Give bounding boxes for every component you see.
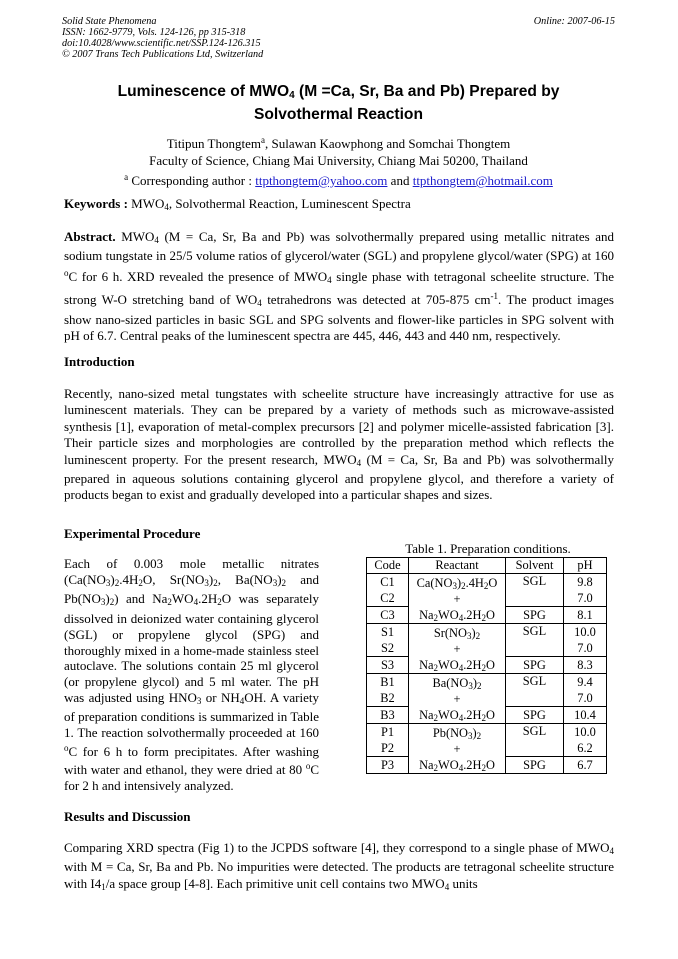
preparation-table bbox=[366, 557, 607, 774]
header-code: Code bbox=[367, 558, 409, 574]
solvent-cell: SPG bbox=[506, 607, 564, 624]
ph-cell bbox=[564, 624, 607, 657]
reactant-nitrate: $Ba(NO_3)_2$ bbox=[432, 675, 482, 691]
introduction-heading: Introduction bbox=[64, 354, 135, 369]
reactant-cell bbox=[409, 724, 506, 774]
email-link-yahoo[interactable]: ttpthongtem@yahoo.com bbox=[255, 173, 388, 188]
results-heading: Results and Discussion bbox=[64, 809, 191, 824]
issn-line: ISSN: 1662-9779, Vols. 124-126, pp 315-318 bbox=[62, 27, 246, 38]
reactant-cell bbox=[409, 624, 506, 674]
code-value: C3 bbox=[367, 607, 409, 624]
reactant-tungstate: $Na_2WO_4.2H_2O$ bbox=[419, 757, 495, 773]
solvent-cell: SGL bbox=[506, 574, 564, 607]
ph-value: 9.8 bbox=[577, 575, 593, 589]
code-value: S1 bbox=[380, 625, 395, 639]
table-header-row bbox=[367, 558, 607, 574]
reactant-plus: + bbox=[453, 591, 461, 606]
ph-value: 10.4 bbox=[564, 707, 607, 724]
reactant-cell bbox=[409, 574, 506, 624]
solvent-cell: SPG bbox=[506, 657, 564, 674]
author-names: Titipun Thongtem$^a$, Sulawan Kaowphong and Somchai Thongtem bbox=[166, 135, 511, 151]
code-cell bbox=[367, 624, 409, 657]
introduction-text: Recently, nano-sized metal tungstates with scheelite structure have increasingly attractive for use as luminescent materials. They can be prepared by a variety of methods such as microwave-assisted synthesis [1], evaporation of metal-complex precursors [2] and polymer micelle-assisted fabrication [3]. Their particle sizes and morphologies are controlled by the preparation method which reflects the luminescent property. For the present research, $MWO_4$ (M = Ca, Sr, Ba and Pb) was solvothermally prepared in aqueous solutions containing glycerol and propylene glycol, and therefore a variety of products began to exist and gradually developed into a particular shapes and sizes. bbox=[64, 386, 614, 503]
ph-value: 7.0 bbox=[577, 641, 593, 655]
author-block bbox=[62, 132, 615, 190]
reactant-tungstate: $Na_2WO_4.2H_2O$ bbox=[419, 657, 495, 673]
code-value: P3 bbox=[367, 757, 409, 774]
journal-name: Solid State Phenomena bbox=[62, 16, 157, 27]
reactant-plus: + bbox=[453, 641, 461, 656]
ph-cell bbox=[564, 674, 607, 707]
header-reactant: Reactant bbox=[409, 558, 506, 574]
paper-title: Luminescence of MWO4 (M =Ca, Sr, Ba and Pb) Prepared by Solvothermal Reaction bbox=[117, 83, 560, 123]
journal-header bbox=[62, 16, 263, 60]
ph-value: 9.4 bbox=[577, 675, 593, 689]
email-link-hotmail[interactable]: ttpthongtem@hotmail.com bbox=[412, 173, 553, 188]
ph-value: 8.1 bbox=[564, 607, 607, 624]
experimental-heading: Experimental Procedure bbox=[64, 526, 201, 541]
results-text: Comparing XRD spectra (Fig 1) to the JCPDS software [4], they correspond to a single phase of $MWO_4$ with M = Ca, Sr, Ba and Pb. No impurities were detected. The products are tetragonal scheelite structure with $I4_1/a$ space group [4-8]. Each primitive unit cell contains two $MWO_4$ units bbox=[64, 840, 614, 892]
reactant-plus: + bbox=[453, 741, 461, 756]
code-value: B3 bbox=[367, 707, 409, 724]
experimental-text: Each of 0.003 mole metallic nitrates ($Ca(NO_3)_2.4H_2O$, $Sr(NO_3)_2$, $Ba(NO_3)_2$ and $Pb(NO_3)_2$) and $Na_2WO_4.2H_2O$ was separately dissolved in deionized water containing glycerol (SGL) or propylene glycol (SPG) and thoroughly mixed in a home-made stainless steel autoclave. The solutions contain 25 ml glycerol (or propylene glycol) and 5 ml water. The pH was adjusted using $HNO_3$ or $NH_4OH$. A variety of preparation conditions is summarized in Table 1. The reaction solvothermally proceeded at 160 $^o$C for 6 h to form precipitates. After washing with water and ethanol, they were dried at 80 $^o$C for 2 h and intensively analyzed. bbox=[64, 556, 319, 794]
code-value: S2 bbox=[380, 641, 395, 655]
reactant-cell bbox=[409, 674, 506, 724]
doi-line: doi:10.4028/www.scientific.net/SSP.124-126.315 bbox=[62, 38, 261, 49]
copyright-line: © 2007 Trans Tech Publications Ltd, Switzerland bbox=[62, 49, 264, 60]
solvent-cell: SGL bbox=[506, 674, 564, 707]
ph-value: 6.2 bbox=[577, 741, 593, 755]
code-value: C2 bbox=[380, 591, 395, 605]
ph-value: 7.0 bbox=[577, 591, 593, 605]
keywords: Keywords : $MWO_4$, Solvothermal Reaction, Luminescent Spectra bbox=[64, 196, 411, 212]
code-value: B1 bbox=[380, 675, 395, 689]
header-ph: pH bbox=[564, 558, 607, 574]
solvent-cell: SGL bbox=[506, 724, 564, 757]
solvent-cell: SPG bbox=[506, 707, 564, 724]
code-cell bbox=[367, 674, 409, 707]
ph-value: 10.0 bbox=[574, 725, 596, 739]
header-solvent: Solvent bbox=[506, 558, 564, 574]
code-value: P1 bbox=[380, 725, 395, 739]
code-cell bbox=[367, 724, 409, 757]
solvent-cell: SPG bbox=[506, 757, 564, 774]
ph-cell bbox=[564, 724, 607, 757]
code-cell bbox=[367, 574, 409, 607]
table-caption: Table 1. Preparation conditions. bbox=[405, 541, 571, 556]
ph-value: 6.7 bbox=[564, 757, 607, 774]
reactant-plus: + bbox=[453, 691, 461, 706]
ph-value: 7.0 bbox=[577, 691, 593, 705]
abstract: Abstract. $MWO_4$ (M = Ca, Sr, Ba and Pb) was solvothermally prepared using metallic nitrates and sodium tungstate in 25/5 volume ratios of glycerol/water (SGL) and propylene glycol/water (SPG) at 160 $^o$C for 6 h. XRD revealed the presence of $MWO_4$ single phase with tetragonal scheelite structure. The strong W-O stretching band of $WO_4$ tetrahedrons was detected at 705-875 $cm^{-1}$. The product images show nano-sized particles in basic SGL and SPG solvents and flower-like particles in SPG solvent with pH of 6.7. Central peaks of the luminescent spectra are 445, 446, 443 and 440 nm, respectively. bbox=[64, 229, 614, 344]
solvent-cell: SGL bbox=[506, 624, 564, 657]
reactant-nitrate: $Ca(NO_3)_2.4H_2O$ bbox=[416, 575, 498, 591]
code-value: S3 bbox=[367, 657, 409, 674]
ph-value: 8.3 bbox=[564, 657, 607, 674]
reactant-nitrate: $Sr(NO_3)_2$ bbox=[433, 625, 481, 641]
ph-cell bbox=[564, 574, 607, 607]
code-value: B2 bbox=[380, 691, 395, 705]
affiliation: Faculty of Science, Chiang Mai University, Chiang Mai 50200, Thailand bbox=[149, 152, 528, 168]
code-value: P2 bbox=[380, 741, 395, 755]
ph-value: 10.0 bbox=[574, 625, 596, 639]
reactant-tungstate: $Na_2WO_4.2H_2O$ bbox=[419, 607, 495, 623]
reactant-tungstate: $Na_2WO_4.2H_2O$ bbox=[419, 707, 495, 723]
code-value: C1 bbox=[380, 575, 395, 589]
corresponding-author: $^a$ Corresponding author : ttpthongtem@yahoo.com and ttpthongtem@hotmail.com bbox=[124, 172, 553, 188]
reactant-nitrate: $Pb(NO_3)_2$ bbox=[432, 725, 482, 741]
online-date: Online: 2007-06-15 bbox=[533, 16, 615, 27]
